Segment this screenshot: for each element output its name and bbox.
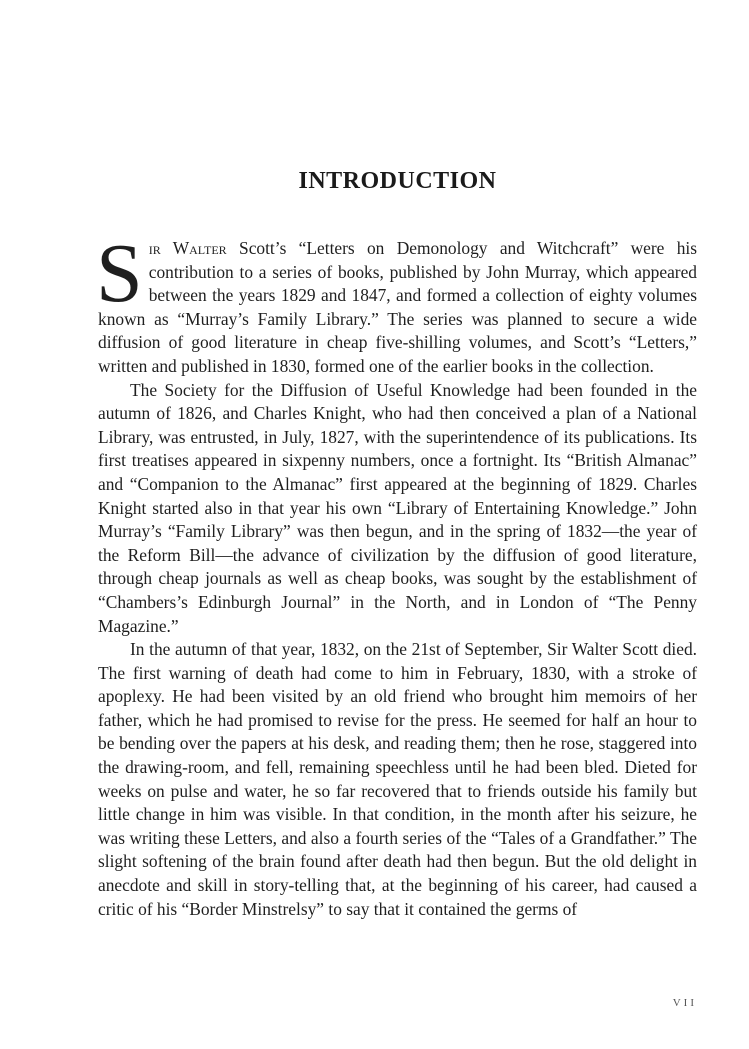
lead-smallcaps: ir Walter xyxy=(148,238,227,258)
paragraph-1 xyxy=(96,227,697,379)
drop-cap: S xyxy=(96,227,143,320)
paragraph-3: In the autumn of that year, 1832, on the 21st of September, Sir Walter Scott died. The first warning of death had come to him in February, 1830, with a stroke of apoplexy. He had been visited by an old friend who brought him memoirs of her father, which he had promised to revise for the press. He seemed for half an hour to be bending over the papers at his desk, and reading them; then he rose, staggered into the drawing-room, and fell, remaining speechless until he had been bled. Dieted for weeks on pulse and water, he so far recovered that to friends outside his family but little change in him was visible. In that condition, in the month after his seizure, he was writing these Letters, and also a fourth series of the “Tales of a Grandfather.” The slight softening of the brain found after death had then begun. But the old delight in anecdote and skill in story-telling that, at the beginning of his career, had caused a critic of his “Border Minstrelsy” to say that it contained the germs of xyxy=(98,639,697,919)
paragraph-2: The Society for the Diffusion of Useful Knowledge had been founded in the autumn of 1826, and Charles Knight, who had then conceived a plan of a National Library, was entrusted, in July, 1827, with the superintendence of its publications. Its first treatises appeared in sixpenny numbers, once a fortnight. Its “British Almanac” and “Companion to the Almanac” first appeared at the beginning of 1829. Charles Knight started also in that year his own “Library of Entertaining Knowledge.” John Murray’s “Family Library” was then begun, and in the spring of 1832—the year of the Reform Bill—the advance of civilization by the diffusion of good literature, through cheap journals as well as cheap books, was sought by the establishment of “Chambers’s Edinburgh Journal” in the North, and in London of “The Penny Magazine.” xyxy=(98,379,697,636)
page-number: VII xyxy=(672,997,697,1009)
page-body xyxy=(98,168,697,921)
page-title: INTRODUCTION xyxy=(298,168,497,194)
paragraph-1-text: Scott’s “Letters on Demonology and Witchcraft” were his contribution to a series of books, published by John Murray, which appeared between the years 1829 and 1847, and formed a collection of eighty volumes known as “Murray’s Family Library.” The series was planned to secure a wide diffusion of good literature in cheap five-shilling volumes, and Scott’s “Letters,” written and published in 1830, formed one of the earlier books in the collection. xyxy=(98,238,697,376)
